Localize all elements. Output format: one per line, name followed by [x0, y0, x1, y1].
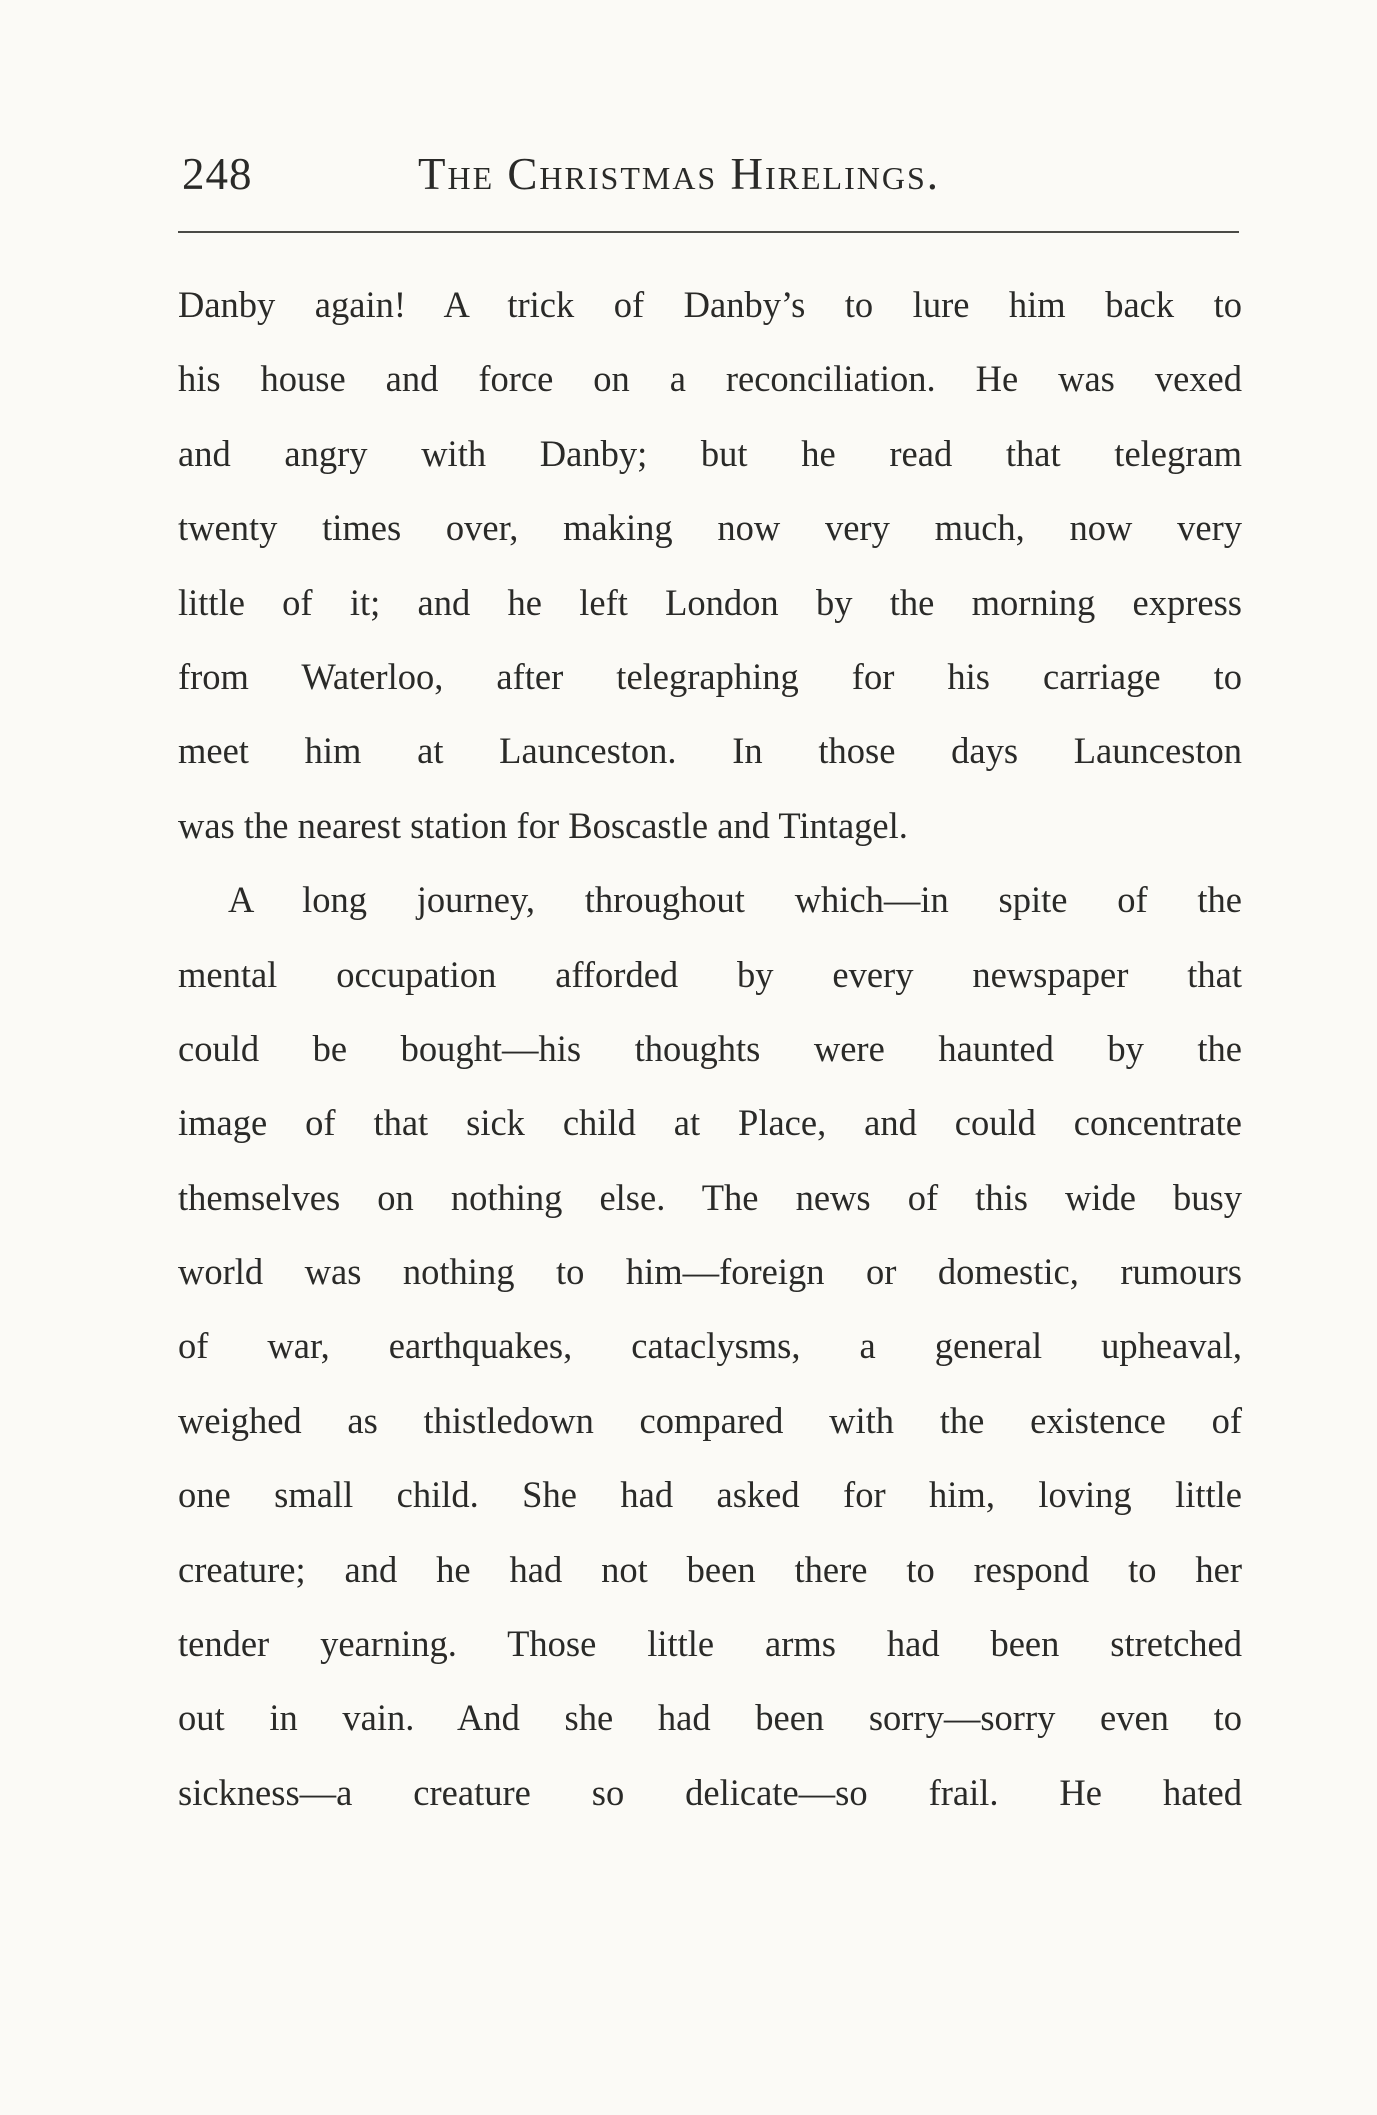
paragraph-start-line: A long journey, throughout which—in spite of the: [228, 879, 1242, 921]
text-line: world was nothing to him—foreign or domestic, rumours: [178, 1251, 1242, 1293]
text-line: creature; and he had not been there to respond to her: [178, 1548, 1242, 1590]
header-rule: [178, 231, 1239, 233]
text-line: sickness—a creature so delicate—so frail. He hated: [178, 1771, 1242, 1813]
text-line: image of that sick child at Place, and could concentrate: [178, 1102, 1242, 1144]
page-number: 248: [182, 149, 253, 199]
text-line: Danby again! A trick of Danby’s to lure him back to: [178, 284, 1242, 325]
text-line: weighed as thistledown compared with the existence of: [178, 1399, 1242, 1441]
running-head: [174, 148, 1244, 208]
text-line: from Waterloo, after telegraphing for his carriage to: [178, 655, 1242, 697]
text-line: little of it; and he left London by the morning express: [178, 581, 1242, 623]
text-line: could be bought—his thoughts were haunted by the: [178, 1027, 1242, 1069]
text-line: out in vain. And she had been sorry—sorry even to: [178, 1697, 1242, 1739]
text-line: themselves on nothing else. The news of this wide busy: [178, 1176, 1242, 1218]
text-line: tender yearning. Those little arms had been stretched: [178, 1623, 1242, 1665]
text-line: mental occupation afforded by every newspaper that: [178, 953, 1242, 995]
text-line: his house and force on a reconciliation. He was vexed: [178, 358, 1242, 400]
body-text: [178, 268, 1242, 1830]
text-line: of war, earthquakes, cataclysms, a general upheaval,: [178, 1325, 1242, 1367]
text-line: was the nearest station for Boscastle and Tintagel.: [178, 804, 908, 846]
text-line: one small child. She had asked for him, loving little: [178, 1474, 1242, 1516]
text-line: meet him at Launceston. In those days Launceston: [178, 730, 1242, 772]
book-title: The Christmas Hirelings.: [418, 149, 940, 199]
text-line: twenty times over, making now very much, now very: [178, 507, 1242, 549]
text-line: and angry with Danby; but he read that telegram: [178, 432, 1242, 474]
